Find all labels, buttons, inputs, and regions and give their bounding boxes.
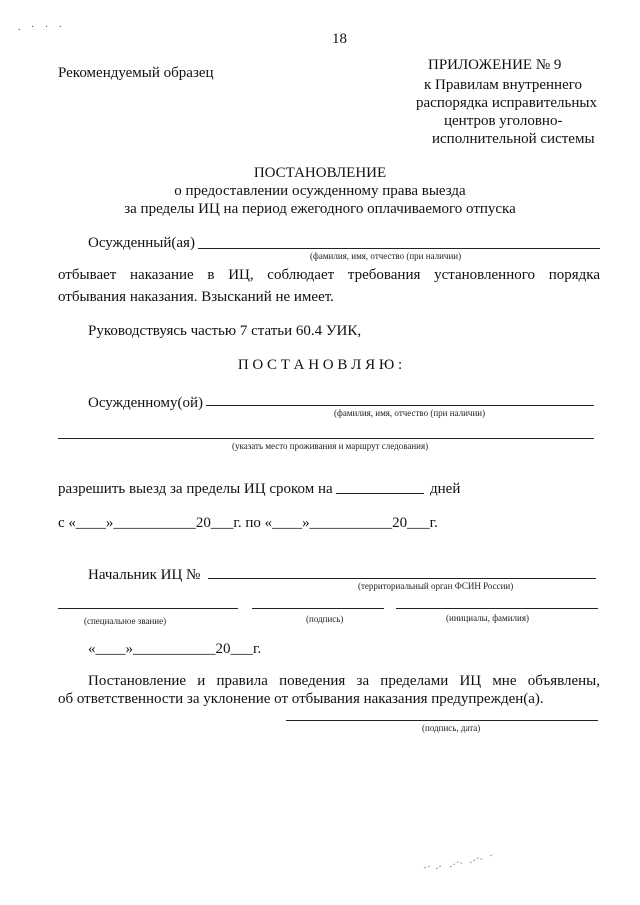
serving-text-line-1: отбывает наказание в ИЦ, соблюдает требования установленного порядка [58,267,600,283]
initials-field[interactable] [396,608,598,609]
sign-date-line: «____»___________20___г. [88,641,262,657]
appendix-line-5: исполнительной системы [432,131,595,147]
chief-label: Начальник ИЦ № [88,567,201,583]
convict-name-caption: (фамилия, имя, отчество (при наличии) [310,251,462,261]
appendix-line-3: распорядка исправительных [416,95,597,111]
final-signature-field[interactable] [286,720,598,721]
convict-label: Осужденный(ая) [88,235,195,251]
document-subtitle-1: о предоставлении осужденному права выезда [174,183,466,199]
serving-text-line-2: отбывания наказания. Взысканий не имеет. [58,289,334,305]
to-convict-label: Осужденному(ой) [88,395,204,411]
rank-field[interactable] [58,608,238,609]
document-subtitle-2: за пределы ИЦ на период ежегодного оплачиваемого отпуска [124,201,516,217]
to-convict-name-field[interactable] [206,405,594,406]
route-field[interactable] [58,438,594,439]
guided-by-text: Руководствуясь частью 7 статьи 60.4 УИК, [88,323,362,339]
rank-caption: (специальное звание) [84,616,167,626]
initials-caption: (инициалы, фамилия) [446,613,529,623]
signature-caption: (подпись) [306,614,344,624]
announcement-line-2: об ответственности за уклонение от отбывания наказания предупрежден(а). [58,691,544,707]
corner-marks: . · · · [18,22,66,33]
recommended-sample-label: Рекомендуемый образец [58,65,214,81]
faint-scribble-mark [420,850,500,874]
permit-dates-line: с «____»___________20___г. по «____»___________20___г. [58,515,438,531]
signature-field[interactable] [252,608,384,609]
appendix-line-2: к Правилам внутреннего [424,77,583,93]
page-number: 18 [332,31,347,47]
document-title: ПОСТАНОВЛЕНИЕ [253,165,387,181]
final-signature-caption: (подпись, дата) [422,723,481,733]
decree-heading: П О С Т А Н О В Л Я Ю : [237,357,403,373]
permit-days-field[interactable] [336,493,424,494]
permit-days-label: дней [430,481,461,497]
announcement-line-1: Постановление и правила поведения за пределами ИЦ мне объявлены, [88,673,600,689]
appendix-line-1: ПРИЛОЖЕНИЕ № 9 [428,57,562,73]
permit-text: разрешить выезд за пределы ИЦ сроком на [58,481,333,497]
chief-caption: (территориальный орган ФСИН России) [358,581,514,591]
to-convict-name-caption: (фамилия, имя, отчество (при наличии) [334,408,486,418]
convict-name-field[interactable] [198,248,600,249]
chief-field[interactable] [208,578,596,579]
appendix-line-4: центров уголовно- [444,113,563,129]
route-caption: (указать место проживания и маршрут следования) [232,441,429,451]
